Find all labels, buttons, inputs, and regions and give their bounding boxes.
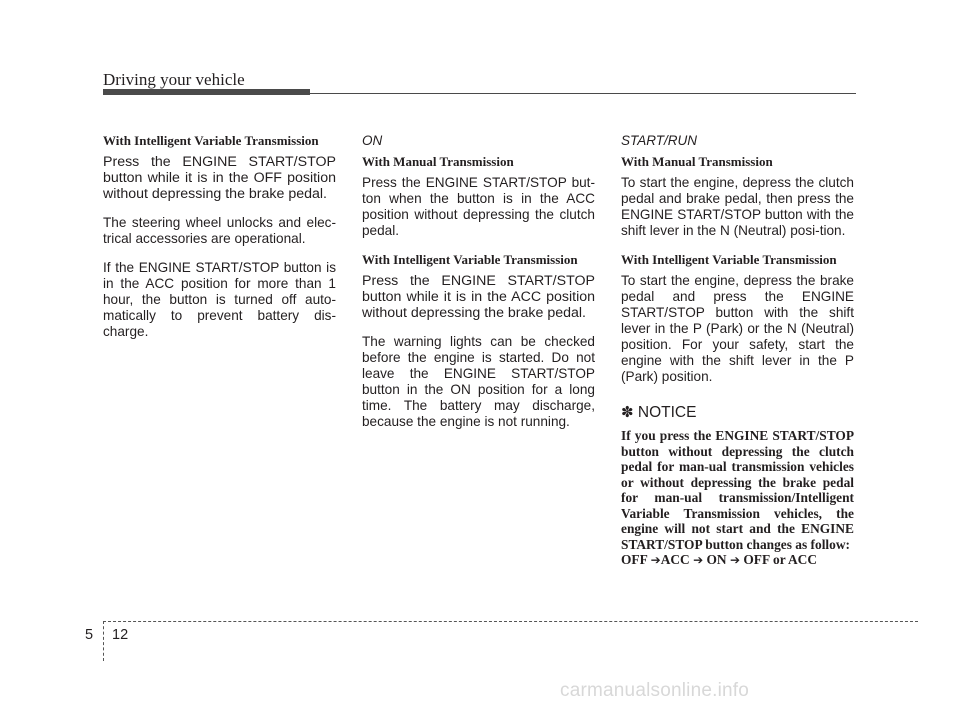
running-header-title: Driving your vehicle bbox=[103, 70, 245, 89]
header-bar bbox=[103, 89, 310, 95]
arrow-right-icon: ➔ bbox=[650, 553, 661, 567]
notice-text: If you press the ENGINE START/STOP button without depressing the clutch pedal for man-ual transmission vehicles or without depressing the brake pedal for man-ual transmission/Intelligent Variable Transmission vehicles, the engine will not start and the ENGINE START/STOP button changes as follow: bbox=[621, 428, 854, 552]
paragraph: To start the engine, depress the clutch pedal and brake pedal, then press the ENGINE START/STOP button with the shift lever in the N (Neutral) posi-tion. bbox=[621, 175, 854, 238]
subheading-ivt: With Intelligent Variable Transmission bbox=[621, 252, 837, 267]
state-sequence bbox=[621, 552, 854, 569]
paragraph: The warning lights can be checked before the engine is started. Do not leave the ENGINE START/STOP button in the ON position for a long time. The battery may discharge, because the engine is not running. bbox=[362, 334, 595, 429]
column-3 bbox=[621, 133, 854, 569]
notice-title: NOTICE bbox=[637, 404, 697, 421]
section-heading-start-run: START/RUN bbox=[621, 133, 698, 148]
state-off: OFF bbox=[621, 552, 648, 567]
paragraph: Press the ENGINE START/STOP button while it is in the ACC position without depressing the brake pedal. bbox=[362, 273, 595, 321]
chapter-number: 5 bbox=[85, 627, 94, 643]
state-off-or-acc: OFF or ACC bbox=[743, 552, 818, 567]
subheading-ivt: With Intelligent Variable Transmission bbox=[103, 133, 319, 148]
paragraph: Press the ENGINE START/STOP but-ton when the button is in the ACC position without depressing the clutch pedal. bbox=[362, 175, 595, 238]
paragraph: To start the engine, depress the brake pedal and press the ENGINE START/STOP button with the shift lever in the P (Park) or the N (Neutral) position. For your safety, start the engine with the shift lever in the P (Park) position. bbox=[621, 273, 854, 384]
arrow-right-icon: ➔ bbox=[729, 553, 741, 567]
header-rule bbox=[310, 93, 856, 94]
arrow-right-icon: ➔ bbox=[693, 553, 704, 567]
page-number: 12 bbox=[112, 627, 129, 643]
subheading-manual: With Manual Transmission bbox=[621, 154, 773, 169]
section-heading-on: ON bbox=[362, 133, 383, 148]
column-1 bbox=[103, 133, 336, 353]
notice-heading bbox=[621, 403, 854, 422]
notice-star-icon: ✽ bbox=[621, 404, 634, 421]
footer-divider bbox=[103, 621, 104, 661]
paragraph: The steering wheel unlocks and elec-trical accessories are operational. bbox=[103, 215, 336, 246]
subheading-ivt: With Intelligent Variable Transmission bbox=[362, 252, 578, 267]
paragraph: Press the ENGINE START/STOP button while it is in the OFF position without depressing the brake pedal. bbox=[103, 154, 336, 202]
watermark: carmanualsonline.info bbox=[560, 680, 750, 701]
column-2 bbox=[362, 133, 595, 443]
paragraph: If the ENGINE START/STOP button is in the ACC position for more than 1 hour, the button is turned off auto-matically to prevent battery dis-charge. bbox=[103, 260, 336, 339]
subheading-manual: With Manual Transmission bbox=[362, 154, 514, 169]
state-on: ON bbox=[706, 552, 727, 567]
footer-rule bbox=[103, 621, 918, 622]
state-acc: ACC bbox=[660, 552, 690, 567]
